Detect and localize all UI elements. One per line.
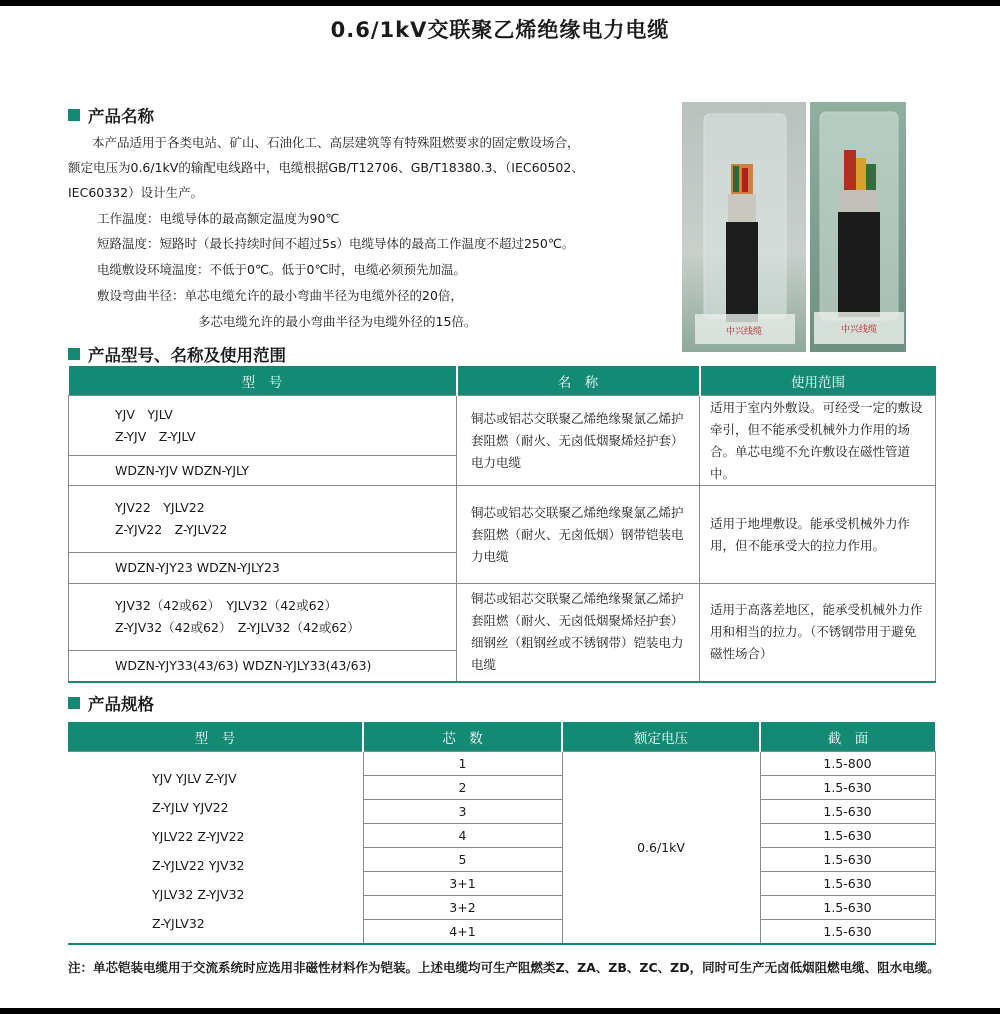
section-cell: 1.5-630: [760, 920, 935, 945]
column-header-name: 名 称: [457, 366, 700, 396]
intro-line-2: 额定电压为0.6/1kV的输配电线路中，电缆根据GB/T12706、GB/T18380.3、（IEC60502、: [68, 160, 584, 175]
square-bullet-icon: [68, 697, 80, 709]
section-cell: 1.5-630: [760, 848, 935, 872]
voltage-cell: 0.6/1kV: [562, 752, 760, 945]
cable-photo-left: [682, 102, 806, 352]
section-cell: 1.5-630: [760, 872, 935, 896]
intro-line-3: IEC60332）设计生产。: [68, 185, 204, 200]
cores-cell: 3: [363, 800, 562, 824]
short-circuit-temperature: 短路温度：短路时（最长持续时间不超过5s）电缆导体的最高工作温度不超过250℃。: [97, 236, 575, 251]
section-cell: 1.5-800: [760, 752, 935, 776]
bottom-rule: [0, 1008, 1000, 1014]
cores-cell: 5: [363, 848, 562, 872]
cores-cell: 4: [363, 824, 562, 848]
section-heading-name: 产品名称: [68, 103, 154, 127]
column-header-model: 型 号: [68, 722, 363, 752]
section-cell: 1.5-630: [760, 776, 935, 800]
cores-cell: 2: [363, 776, 562, 800]
table-cell-name: 铜芯或铝芯交联聚乙烯绝缘聚氯乙烯护套阻燃（耐火、无卤低烟）钢带铠装电力电缆: [457, 486, 700, 584]
cores-cell: 1: [363, 752, 562, 776]
photo-left-label: 中兴线缆: [725, 327, 763, 337]
table-cell-model: YJV22 YJLV22 Z-YJV22 Z-YJLV22: [69, 486, 457, 553]
table-cell-use: 适用于地埋敷设。能承受机械外力作用，但不能承受大的拉力作用。: [700, 486, 936, 584]
table-cell-use: 适用于高落差地区，能承受机械外力作用和相当的拉力。（不锈钢带用于避免磁性场合）: [700, 584, 936, 682]
section-cell: 1.5-630: [760, 824, 935, 848]
spec-table: [68, 722, 936, 945]
square-bullet-icon: [68, 348, 80, 360]
table-cell-model: WDZN-YJY33(43/63) WDZN-YJLY33(43/63): [69, 651, 457, 682]
spec-model-list: YJV YJLV Z-YJV Z-YJLV YJV22 YJLV22 Z-YJV22 Z-YJLV22 YJV32 YJLV32 Z-YJV32 Z-YJLV32: [68, 752, 363, 945]
types-table: [68, 366, 936, 683]
table-cell-model: WDZN-YJY23 WDZN-YJLY23: [69, 553, 457, 584]
footnote: 注：单芯铠装电缆用于交流系统时应选用非磁性材料作为铠装。上述电缆均可生产阻燃类Z、ZA、ZB、ZC、ZD，同时可生产无卤低烟阻燃电缆、阻水电缆。: [68, 960, 940, 975]
column-header-model: 型 号: [69, 366, 457, 396]
cable-photo-right: [810, 102, 906, 352]
page-title: 0.6/1kV交联聚乙烯绝缘电力电缆: [330, 18, 670, 42]
cores-cell: 4+1: [363, 920, 562, 945]
column-header-use: 使用范围: [700, 366, 936, 396]
laying-temperature: 电缆敷设环境温度：不低于0℃。低于0℃时，电缆必须预先加温。: [97, 262, 466, 277]
cores-cell: 3+1: [363, 872, 562, 896]
bending-radius-single: 敷设弯曲半径：单芯电缆允许的最小弯曲半径为电缆外径的20倍，: [97, 288, 463, 303]
column-header-voltage: 额定电压: [562, 722, 760, 752]
table-cell-model: WDZN-YJV WDZN-YJLY: [69, 456, 457, 486]
section-cell: 1.5-630: [760, 896, 935, 920]
table-cell-model: YJV YJLV Z-YJV Z-YJLV: [69, 396, 457, 456]
top-rule: [0, 0, 1000, 6]
column-header-section: 截 面: [760, 722, 935, 752]
cores-cell: 3+2: [363, 896, 562, 920]
section-heading-spec: 产品规格: [68, 691, 154, 715]
working-temperature: 工作温度：电缆导体的最高额定温度为90℃: [97, 211, 340, 226]
photo-right-label: 中兴线缆: [840, 325, 878, 335]
section-cell: 1.5-630: [760, 800, 935, 824]
square-bullet-icon: [68, 109, 80, 121]
table-cell-name: 铜芯或铝芯交联聚乙烯绝缘聚氯乙烯护套阻燃（耐火、无卤低烟聚烯烃护套）电力电缆: [457, 396, 700, 486]
intro-line-1: 本产品适用于各类电站、矿山、石油化工、高层建筑等有特殊阻燃要求的固定敷设场合，: [92, 135, 580, 150]
bending-radius-multi: 多芯电缆允许的最小弯曲半径为电缆外径的15倍。: [198, 314, 477, 329]
table-cell-model: YJV32（42或62） YJLV32（42或62） Z-YJV32（42或62） Z-YJLV32（42或62）: [69, 584, 457, 651]
column-header-cores: 芯 数: [363, 722, 562, 752]
table-cell-name: 铜芯或铝芯交联聚乙烯绝缘聚氯乙烯护套阻燃（耐火、无卤低烟聚烯烃护套）细钢丝（粗钢丝或不锈钢带）铠装电力电缆: [457, 584, 700, 682]
section-heading-types: 产品型号、名称及使用范围: [68, 342, 286, 366]
table-cell-use: 适用于室内外敷设。可经受一定的敷设牵引，但不能承受机械外力作用的场合。单芯电缆不允许敷设在磁性管道中。: [700, 396, 936, 486]
